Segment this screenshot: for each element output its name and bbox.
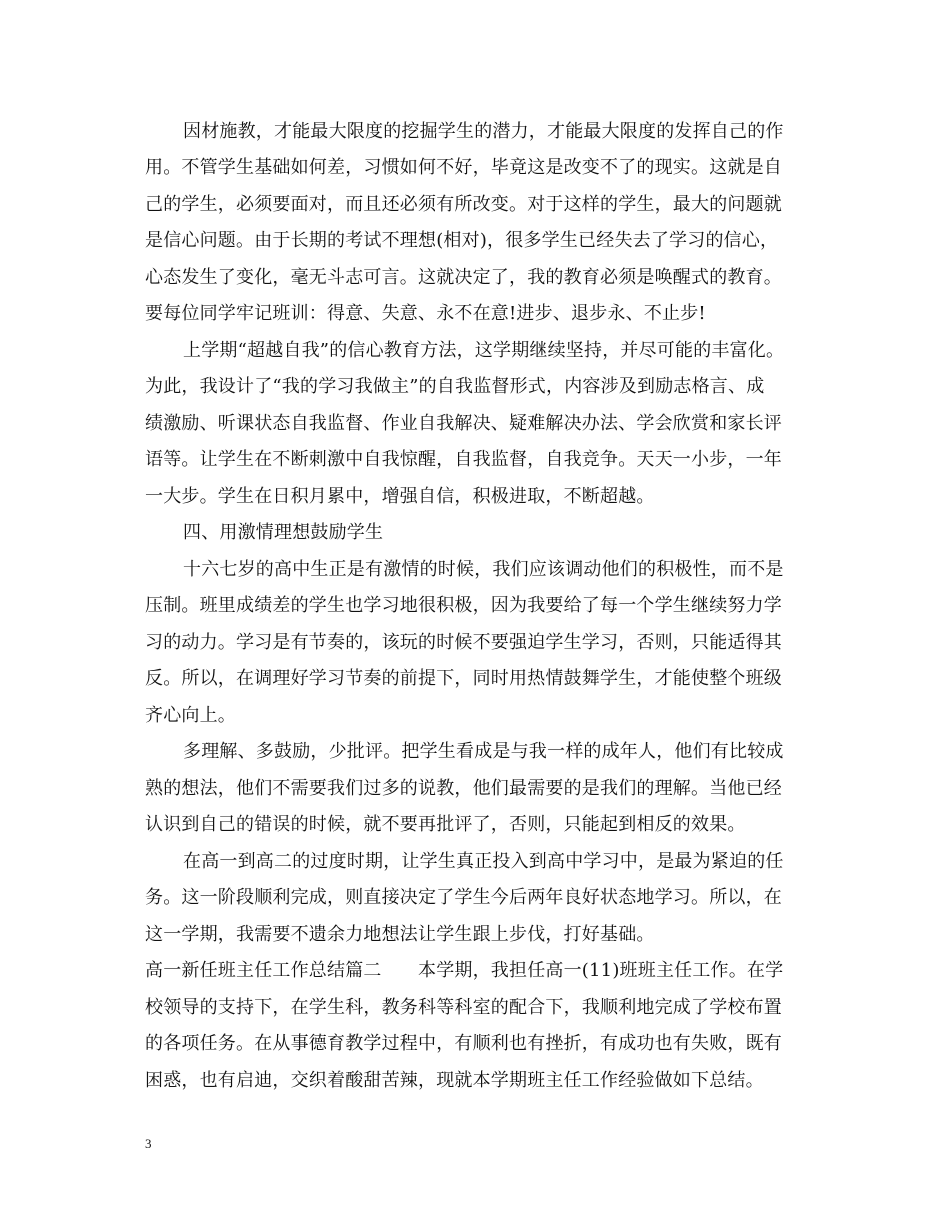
paragraph-line: 因材施教，才能最大限度的挖掘学生的潜力，才能最大限度的发挥自己的作 bbox=[183, 121, 784, 142]
paragraph-line: 要每位同学牢记班训：得意、失意、永不在意!进步、退步永、不止步! bbox=[145, 303, 706, 324]
paragraph-line: 一大步。学生在日积月累中，增强自信，积极进取，不断超越。 bbox=[145, 486, 655, 507]
paragraph-line: 困惑，也有启迪，交织着酸甜苦辣，现就本学期班主任工作经验做如下总结。 bbox=[145, 1070, 764, 1091]
paragraph-line: 十六七岁的高中生正是有激情的时候，我们应该调动他们的积极性，而不是 bbox=[183, 559, 784, 580]
paragraph-line: 反。所以，在调理好学习节奏的前提下，同时用热情鼓舞学生，才能使整个班级 bbox=[145, 668, 782, 689]
paragraph-line: 齐心向上。 bbox=[145, 705, 236, 726]
paragraph-line: 为此，我设计了“我的学习我做主”的自我监督形式，内容涉及到励志格言、成 bbox=[145, 376, 765, 397]
article-title-line: 高一新任班主任工作总结篇二 本学期，我担任高一(11)班班主任工作。在学 bbox=[145, 960, 784, 981]
paragraph-line: 压制。班里成绩差的学生也学习地很积极，因为我要给了每一个学生继续努力学 bbox=[145, 595, 782, 616]
paragraph-line: 务。这一阶段顺利完成，则直接决定了学生今后两年良好状态地学习。所以，在 bbox=[145, 887, 782, 908]
paragraph-line: 在高一到高二的过度时期，让学生真正投入到高中学习中，是最为紧迫的任 bbox=[183, 851, 784, 872]
paragraph-line: 习的动力。学习是有节奏的，该玩的时候不要强迫学生学习，否则，只能适得其 bbox=[145, 632, 782, 653]
paragraph-line: 的各项任务。在从事德育教学过程中，有顺利也有挫折，有成功也有失败，既有 bbox=[145, 1033, 782, 1054]
paragraph-line: 用。不管学生基础如何差，习惯如何不好，毕竟这是改变不了的现实。这就是自 bbox=[145, 157, 782, 178]
paragraph-line: 绩激励、听课状态自我监督、作业自我解决、疑难解决办法、学会欣赏和家长评 bbox=[145, 413, 782, 434]
paragraph-line: 是信心问题。由于长期的考试不理想(相对)，很多学生已经失去了学习的信心， bbox=[145, 230, 779, 251]
paragraph-line: 多理解、多鼓励，少批评。把学生看成是与我一样的成年人，他们有比较成 bbox=[183, 741, 784, 762]
paragraph-line: 熟的想法，他们不需要我们过多的说教，他们最需要的是我们的理解。当他已经 bbox=[145, 778, 782, 799]
paragraph-line: 心态发生了变化，毫无斗志可言。这就决定了，我的教育必须是唤醒式的教育。 bbox=[145, 267, 782, 288]
section-heading: 四、用激情理想鼓励学生 bbox=[183, 522, 384, 543]
page-number: 3 bbox=[145, 1136, 152, 1151]
paragraph-line: 这一学期，我需要不遗余力地想法让学生跟上步伐，打好基础。 bbox=[145, 924, 655, 945]
paragraph-line: 认识到自己的错误的时候，就不要再批评了，否则，只能起到相反的效果。 bbox=[145, 814, 746, 835]
paragraph-line: 校领导的支持下，在学生科，教务科等科室的配合下，我顺利地完成了学校布置 bbox=[145, 997, 782, 1018]
paragraph-line: 己的学生，必须要面对，而且还必须有所改变。对于这样的学生，最大的问题就 bbox=[145, 194, 782, 215]
paragraph-line: 上学期“超越自我”的信心教育方法，这学期继续坚持，并尽可能的丰富化。 bbox=[183, 340, 785, 361]
paragraph-line: 语等。让学生在不断刺激中自我惊醒，自我监督，自我竞争。天天一小步，一年 bbox=[145, 449, 782, 470]
